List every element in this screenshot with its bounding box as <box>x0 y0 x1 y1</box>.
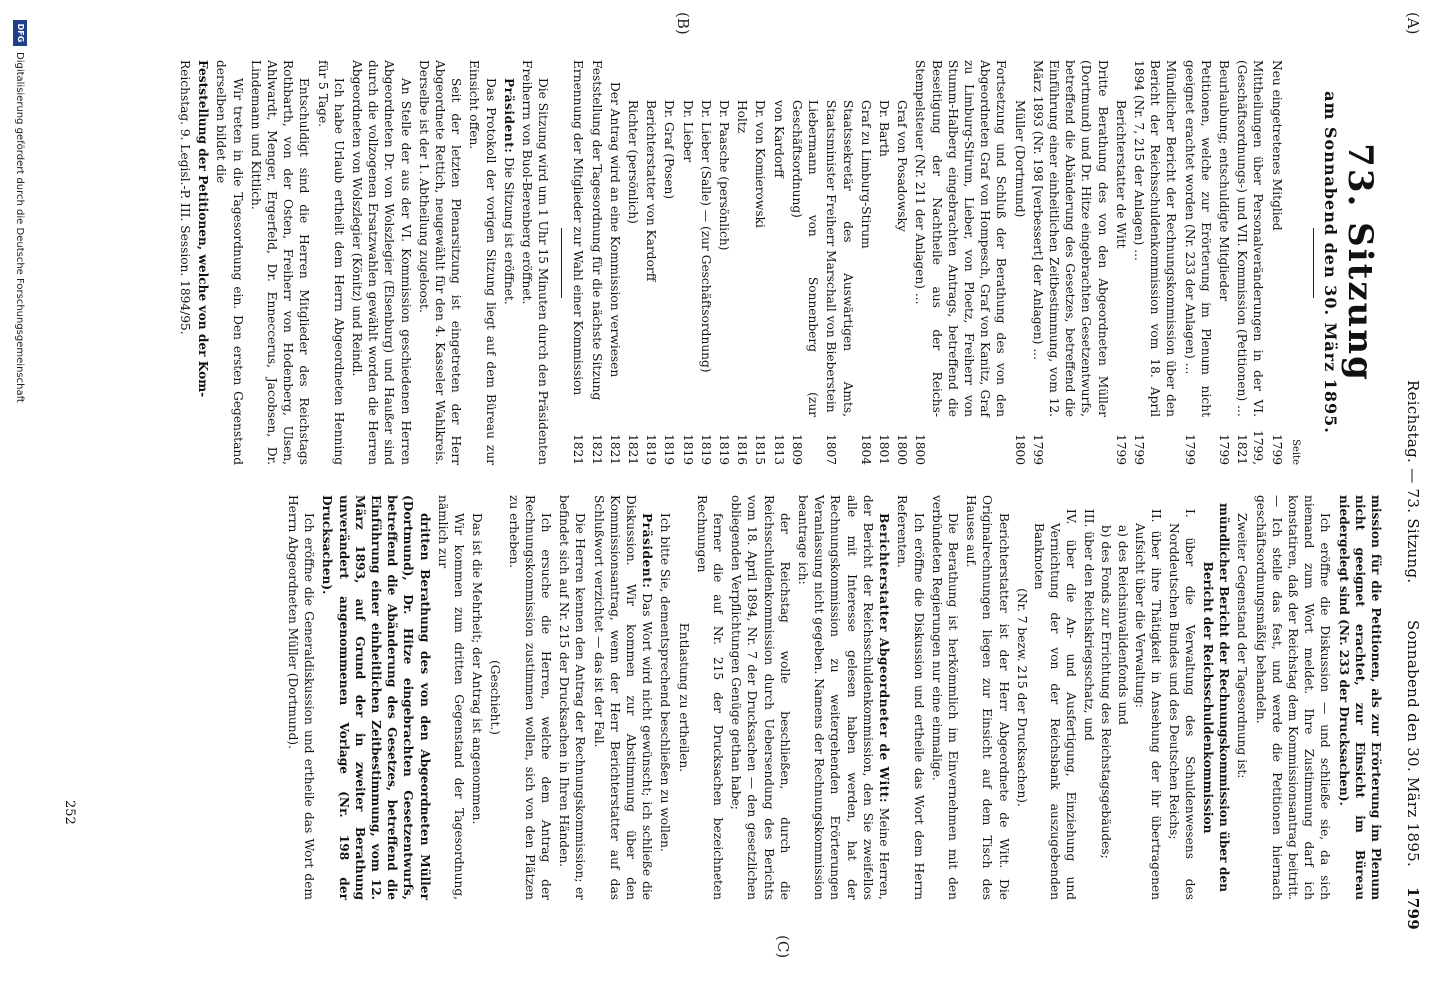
toc-entry <box>1181 60 1213 465</box>
paragraph-text: Feststellung der Petitionen, welche von der Kom- <box>196 60 211 398</box>
toc-entry-page: 1821 <box>607 433 622 465</box>
paragraph-text: Wir treten in die Tagesordnung ein. Den ersten Gegenstand derselben bildet die <box>214 60 245 465</box>
toc-entry-page: 1804 <box>858 433 873 465</box>
margin-letter-c: (C) <box>774 935 792 959</box>
toc-entry <box>625 60 641 465</box>
paragraph-text: dritten Berathung des von den Abgeordneten Müller (Dortmund), Dr. Hitze eingebrachten Gesetzentwurfs, betreffend die Abänderung des Gesetzes, betreffend die Einführung einer einheitlichen Zeitbestimmung, vom 12. März 1893, auf Grund der in zweiter Berathung unverändert angenommenen Vorlage (Nr. 198 der Drucksachen). <box>320 495 432 900</box>
toc-entry-text: von Kardorff <box>771 100 786 178</box>
paragraph <box>1031 495 1080 900</box>
toc-entry <box>1030 60 1111 465</box>
toc-entry <box>912 60 1009 465</box>
paragraph <box>657 495 673 900</box>
margin-letter-b: (B) <box>674 12 692 35</box>
paragraph-text: Ich eröffne die Diskussion — und schließe sie, da sich niemand zum Wort meldet. Ihre Zustimmung darf ich konstatiren, daß der Reichstag dem Kommissionsantrag beitritt. — Ich stelle das fest, und werde die Petitionen hiernach geschäftsordnungsmäßig behandeln. <box>1253 495 1333 900</box>
margin-letter-a: (A) <box>1404 12 1422 35</box>
right-column <box>283 495 1384 900</box>
toc-entry-page: 1815 <box>753 433 768 465</box>
seite-label: Seite <box>1289 439 1301 465</box>
toc-entry-page: 1800 <box>1012 433 1027 465</box>
toc-entry-page: 1799 <box>1216 433 1231 465</box>
paragraph <box>894 495 926 900</box>
right-body-text <box>285 495 1384 900</box>
paragraph <box>1014 495 1030 900</box>
toc-entry <box>876 60 892 465</box>
page-header <box>1400 60 1422 930</box>
paragraph <box>314 60 346 465</box>
dfg-logo: DFG <box>13 20 27 46</box>
paragraph-text: I. über die Verwaltung des Schuldenwesens des Norddeutschen Bundes und des Deutschen Reichs; <box>1166 509 1197 900</box>
footer-page-mark: 252 <box>62 800 77 825</box>
paragraph-text: Das ist die Mehrheit; der Antrag ist angenommen. <box>470 513 485 825</box>
toc-entry-text: Graf zu Limburg-Stirum <box>858 100 873 249</box>
running-title: Reichstag. — 73. Sitzung. <box>1404 380 1422 584</box>
paragraph-text: a) des Reichsinvalidenfonds und <box>1115 525 1130 725</box>
toc-entry-text: Holtz <box>735 100 750 134</box>
paragraph <box>349 60 414 465</box>
toc-entry-page: 1800 <box>895 433 910 465</box>
session-date: am Sonnabend den 30. März 1895. <box>1321 91 1340 434</box>
paragraph-text: mündlicher Bericht der Rechnungskommission über den Bericht der Reichsschuldenkommission <box>1200 503 1232 892</box>
divider <box>1313 228 1314 298</box>
paragraph-text: b) des Fonds zur Errichtung des Reichstagsgebäudes; <box>1098 525 1113 859</box>
paragraph <box>505 495 554 900</box>
paragraph <box>694 495 726 900</box>
paragraph <box>1335 495 1384 900</box>
toc-entry-text: Staatssekretär des Auswärtigen Amts, Staatsminister Freiherr Marschall von Bieberstein <box>824 100 855 417</box>
paragraph-text: (Nr. 7 bezw. 215 der Drucksachen). <box>1014 588 1029 807</box>
toc-entry <box>894 60 910 465</box>
toc-entry-text: Berichterstatter de Witt <box>1113 100 1128 249</box>
paragraph <box>963 495 1012 900</box>
paragraph <box>1115 495 1131 900</box>
toc-entry-page: 1821 <box>571 433 586 465</box>
toc-entry-page: 1799 <box>1131 433 1146 465</box>
toc-entry <box>679 60 695 465</box>
paragraph <box>1234 495 1250 900</box>
table-of-contents <box>570 60 1284 465</box>
toc-entry <box>588 60 604 465</box>
toc-entry-page: 1799 <box>1269 433 1284 465</box>
paragraph <box>435 495 467 900</box>
toc-entry-page: 1816 <box>735 433 750 465</box>
paragraph <box>487 495 503 900</box>
paragraph-text: IV. über die An- und Ausfertigung, Einziehung und Vernichtung der von der Reichsbank auszugebenden Banknoten <box>1031 509 1079 900</box>
toc-entry-text: Ernennung der Mitglieder zur Wahl einer Kommission <box>571 60 586 396</box>
paragraph-text: Meine Herren, der Bericht der Reichsschuldenkommission, den Sie zweifellos alle mit Interesse gelesen haben werden, hat der Rechnungskommission zu weitergehenden Erörterungen Veranlassung nicht gegeben. Namens der Rechnungskommission beantrage ich: <box>796 495 892 900</box>
paragraph-text: Ich bitte Sie, dementsprechend beschließen zu wollen. <box>658 513 673 852</box>
toc-entry-page: 1821 <box>589 433 604 465</box>
paragraph-text: mission für die Petitionen, als zur Erörterung im Plenum nicht geeignet erachtet, zur Einsicht im Büreau niedergelegt sind (Nr. 233 der Drucksachen). <box>1336 495 1383 900</box>
paragraph <box>501 60 517 465</box>
paragraph <box>556 495 588 900</box>
toc-entry-text: Graf von Posadowsky <box>895 100 910 232</box>
toc-entry <box>716 60 732 465</box>
toc-entry <box>789 60 821 465</box>
toc-entry-text: Neu eingetretenes Mitglied <box>1269 60 1284 231</box>
paragraph-text: Die Berathung ist herkömmlich im Einvernehmen mit den verbündeten Regierungen nur eine einmalige. <box>929 495 960 900</box>
toc-entry <box>823 60 855 465</box>
paragraph-text: Entlastung zu ertheilen. <box>676 622 691 773</box>
paragraph <box>1080 495 1096 900</box>
toc-entry-text: Liebermann von Sonnenberg (zur Geschäftsordnung) <box>789 100 821 417</box>
left-body-text <box>177 60 551 465</box>
digitization-note <box>13 20 27 970</box>
toc-entry-text: Der Antrag wird an eine Kommission verwiesen <box>607 82 622 378</box>
toc-entry-text: Dr. Lieber (Salle) — (zur Geschäftsordnung) <box>698 100 713 373</box>
toc-entry-page: 1799 <box>1030 433 1045 465</box>
toc-entry-page: 1799 <box>1182 433 1197 465</box>
left-column <box>175 60 1384 465</box>
toc-entry-text: Dr. Barth <box>876 100 891 157</box>
paragraph-text: Ich habe Urlaub ertheilt dem Herrn Abgeordneten Henning für 5 Tage. <box>315 60 346 465</box>
toc-entry-text: Müller (Dortmund) <box>1012 100 1027 218</box>
toc-entry <box>1011 60 1027 465</box>
digitization-text: Digitalisierung gefördert durch die Deutsche Forschungsgemeinschaft <box>14 52 26 403</box>
paragraph-text: der Reichstag wolle beschließen, durch die Reichsschuldenkommission durch Uebersendung des Berichts vom 18. April 1894, Nr. 7 der Drucksachen — den gesetzlichen obliegenden Verpflichtungen Genüge gethan habe; <box>729 495 792 900</box>
toc-entry-text: Berichterstatter von Kardorff <box>644 100 659 282</box>
paragraph-text: Berichterstatter ist der Herr Abgeordnete de Witt. Die Originalrechnungen liegen zur Einsicht auf dem Tisch des Hauses auf. <box>964 495 1011 900</box>
paragraph-text: Das Wort wird nicht gewünscht; ich schließe die Diskussion. Wir kommen zur Abstimmung über den Kommissionsantrag, wenn der Herr Berichterstatter auf das Schlußwort verzichtet — das ist der Fall. <box>591 495 655 900</box>
toc-entry-page: 1799 <box>1113 433 1128 465</box>
paragraph <box>466 60 498 465</box>
toc-entry-text: Dr. von Komierowski <box>753 100 768 228</box>
toc-entry <box>752 60 768 465</box>
paragraph <box>177 60 193 465</box>
paragraph-text: Entschuldigt sind die Herren Mitglieder des Reichstags Rothbarth, von der Osten, Freiherr von Hodenberg, Ulsen, Ahlwardt, Menger, Ergerfeld, Dr. Enneccerus, Jacobsen, Dr. Lindemann und Kittlich. <box>248 60 312 465</box>
toc-entry-text: Mündlicher Bericht der Rechnungskommission über den Bericht der Reichsschuldenkommission vom 18. April 1894 (Nr. 7, 215 der Anlagen) ... <box>1131 60 1179 417</box>
toc-entry-text: Beurlaubung; entschuldigte Mitglieder <box>1216 60 1231 302</box>
toc-entry-text: Dr. Paasche (persönlich) <box>717 100 732 251</box>
speaker-name: Präsident: <box>501 78 516 154</box>
paragraph-text: III. über den Reichskriegsschatz, und <box>1081 509 1096 741</box>
paragraph <box>469 495 485 900</box>
toc-entry <box>1131 60 1180 465</box>
toc-entry-page: 1821 <box>626 433 641 465</box>
paragraph-text: Reichstag. 9. Legisl.-P. III. Session. 1894/95. <box>178 60 192 335</box>
paragraph-text: Das Protokoll der vorigen Sitzung liegt auf dem Büreau zur Einsicht offen. <box>467 60 498 465</box>
toc-entry <box>771 60 787 465</box>
toc-entry-page: 1819 <box>644 433 659 465</box>
toc-entry-text: Dr. Graf (Posen) <box>662 100 677 200</box>
paragraph <box>795 495 892 900</box>
paragraph-text: ferner die auf Nr. 215 der Drucksachen bezeichneten Rechnungen <box>694 495 726 900</box>
toc-entry-text: Dritte Berathung des von den Abgeordneten Müller (Dortmund) und Dr. Hitze eingebrachten Gesetzentwurfs, betreffend die Abänderung des Gesetzes, betreffend die Einführung einer einheitlichen Zeitbestimmung, vom 12. März 1893 (Nr. 198 [verbessert] der Anlagen) ... <box>1030 60 1110 417</box>
toc-entry-text: Fortsetzung und Schluß der Berathung des von den Abgeordneten Graf von Hompesch, Graf von Kanitz, Graf zu Limburg-Stirum, Lieber, von Ploetz, Freiherr von Stumm-Halberg eingebrachten Antrags, betreffend die Beseitigung der Nachtheile aus der Reichs-Stempelsteuer (Nr. 211 der Anlagen) ... <box>913 60 1009 417</box>
session-heading <box>1313 60 1380 465</box>
paragraph <box>1132 495 1164 900</box>
toc-entry <box>734 60 750 465</box>
session-title: 73. Sitzung <box>1340 143 1380 382</box>
paragraph <box>285 495 317 900</box>
toc-entry <box>570 60 586 465</box>
speaker-name: Präsident: <box>640 513 655 589</box>
toc-entry <box>1113 60 1129 465</box>
paragraph <box>416 60 465 465</box>
toc-entry-text: Dr. Lieber <box>680 100 695 163</box>
toc-entry-page: 1801 <box>876 433 891 465</box>
toc-entry-page: 1819 <box>698 433 713 465</box>
toc-entry-page: 1809 <box>789 433 804 465</box>
paragraph-text: II. über ihre Thätigkeit in Ansehung der ihr übertragenen Aufsicht über die Verwaltung: <box>1133 509 1164 900</box>
paragraph <box>1098 495 1114 900</box>
toc-entry-page: 1819 <box>662 433 677 465</box>
paragraph-text: Ich ersuche die Herren, welche dem Antrag der Rechnungskommission zustimmen wollen, sich von den Plätzen zu erheben. <box>506 495 554 900</box>
paragraph <box>248 60 313 465</box>
toc-entry <box>1216 60 1232 465</box>
toc-entry <box>1268 60 1284 465</box>
paragraph <box>213 60 245 465</box>
toc-entry <box>698 60 714 465</box>
paragraph-text: An Stelle der aus der VI. Kommission geschiedenen Herren Abgeordneten Dr. von Wolszlegier (Elsenburg) und Haußer sind durch die vollzogenen Ersatzwahlen gewählt worden die Herren Abgeordneten von Wolszlegier (Könitz) und Reindl. <box>350 60 413 465</box>
toc-entry-page: 1819 <box>680 433 695 465</box>
paragraph <box>195 60 211 465</box>
toc-entry-page: 1800 <box>913 433 928 465</box>
toc-entry-page: 1819 <box>717 433 732 465</box>
paragraph-text: Zweiter Gegenstand der Tagesordnung ist: <box>1235 513 1250 779</box>
toc-entry-page: 1799, 1821 <box>1235 430 1266 465</box>
toc-entry-text: Mittheilungen über Personalveränderungen in der VI. (Geschäftsordnungs-) und VII. Kommission (Petitionen) ... <box>1235 60 1266 417</box>
paragraph <box>929 495 961 900</box>
paragraph-text: Wir kommen zum dritten Gegenstand der Tagesordnung, nämlich zur <box>435 495 467 900</box>
toc-entry <box>643 60 659 465</box>
paragraph <box>319 495 432 900</box>
toc-entry-text: Feststellung der Tagesordnung für die nächste Sitzung <box>589 60 604 401</box>
paragraph <box>590 495 655 900</box>
divider <box>561 228 562 298</box>
paragraph <box>519 60 551 465</box>
toc-entry-text: Richter (persönlich) <box>626 100 641 224</box>
paragraph <box>675 495 691 900</box>
paragraph <box>728 495 793 900</box>
paragraph <box>1165 495 1197 900</box>
toc-entry <box>661 60 677 465</box>
toc-entry <box>858 60 874 465</box>
toc-entry-page: 1813 <box>771 433 786 465</box>
paragraph <box>1252 495 1333 900</box>
paragraph-text: Ich eröffne die Diskussion und ertheile das Wort dem Herrn Referenten. <box>895 495 926 900</box>
paragraph-text: Seit der letzten Plenarsitzung ist eingetreten der Herr Abgeordnete Rettich, neugewählt für den 4. Kasseler Wahlkreis. Derselbe ist der 1. Abtheilung zugeloost. <box>416 60 464 465</box>
paragraph-text: (Geschieht.) <box>488 659 503 736</box>
toc-entry <box>1234 60 1266 465</box>
speaker-name: Berichterstatter Abgeordneter de Witt: <box>877 513 892 803</box>
header-date: Sonnabend den 30. März 1895. <box>1404 620 1422 868</box>
paragraph-text: Ich eröffne die Generaldiskussion und ertheile das Wort dem Herrn Abgeordneten Müller (Dortmund). <box>286 495 317 900</box>
paragraph-text: Die Sitzung wird um 1 Uhr 15 Minuten durch den Präsidenten Freiherrn von Buol-Berenberg eröffnet. <box>520 60 551 465</box>
paragraph-text: Die Sitzung ist eröffnet. <box>501 153 516 305</box>
toc-entry-text: Petitionen, welche zur Erörterung im Plenum nicht geeignet erachtet worden (Nr. 233 der Anlagen) ... <box>1182 60 1213 417</box>
toc-entry <box>607 60 623 465</box>
page-number: 1799 <box>1404 887 1422 930</box>
toc-entry-page: 1807 <box>824 433 839 465</box>
paragraph <box>1200 495 1232 900</box>
paragraph-text: Die Herren kennen den Antrag der Rechnungskommission; er befindet sich auf Nr. 215 der Drucksachen in Ihren Händen. <box>557 495 588 900</box>
